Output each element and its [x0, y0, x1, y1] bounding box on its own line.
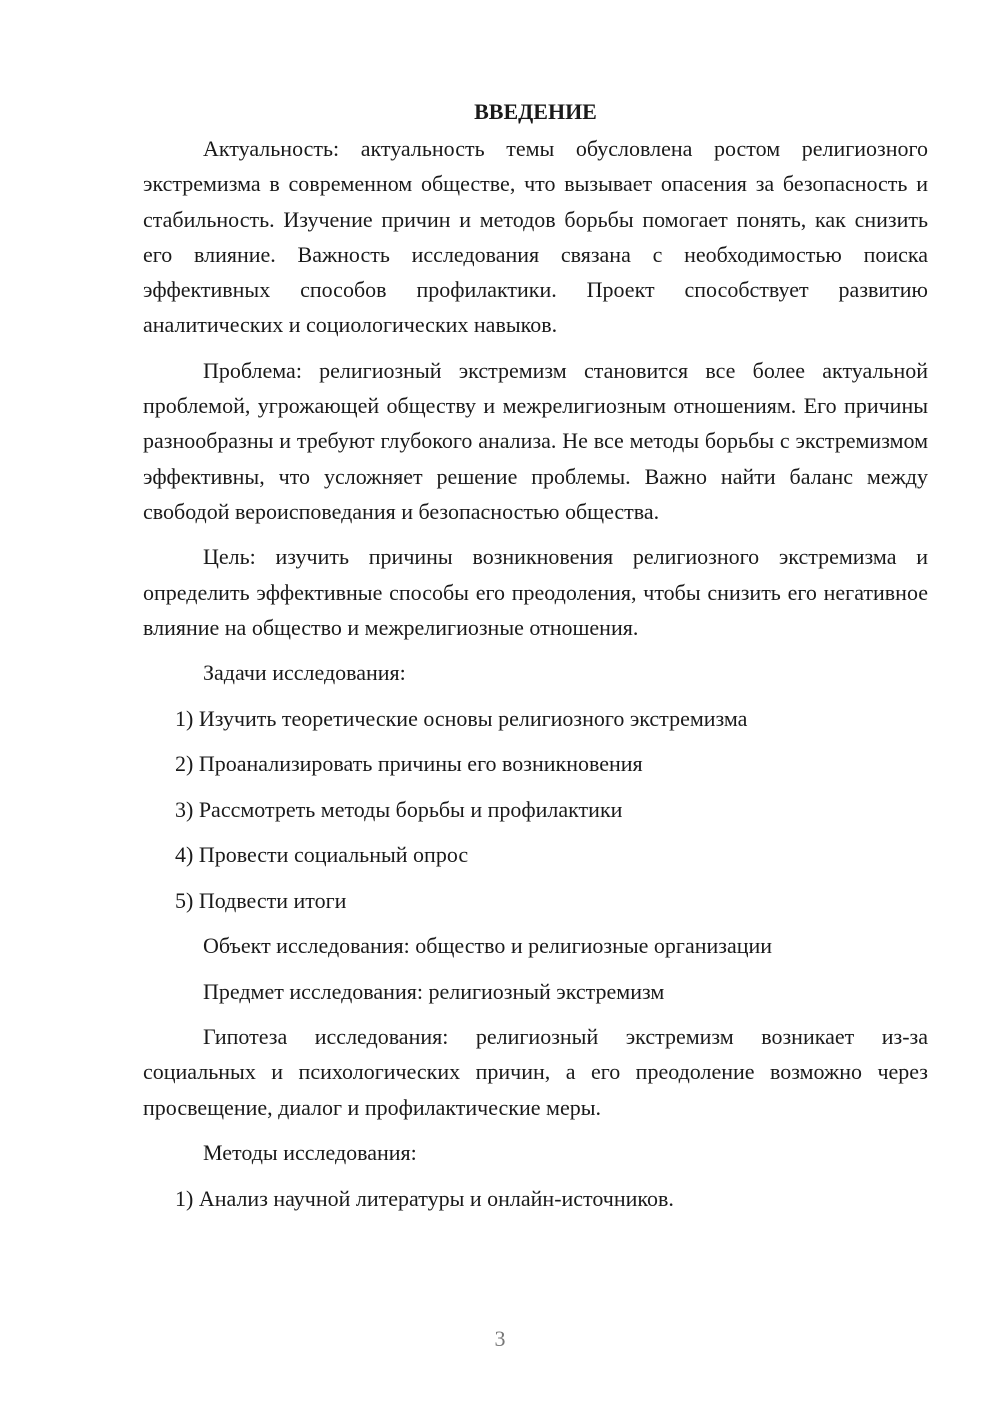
- relevance-paragraph: Актуальность: актуальность темы обусловлена ростом религиозного экстремизма в современном обществе, что вызывает опасения за безопасность и стабильность. Изучение причин и методов борьбы помогает понять, как снизить его влияние. Важность исследования связана с необходимостью поиска эффективных способов профилактики. Проект способствует развитию аналитических и социологических навыков.: [143, 136, 928, 338]
- problem-paragraph: Проблема: религиозный экстремизм становится все более актуальной проблемой, угрожающей обществу и межрелигиозным отношениям. Его причины разнообразны и требуют глубокого анализа. Не все методы борьбы с экстремизмом эффективны, что усложняет решение проблемы. Важно найти баланс между свободой вероисповедания и безопасностью общества.: [143, 357, 928, 524]
- page-number: 3: [494, 1326, 506, 1351]
- task-item: 4) Провести социальный опрос: [175, 842, 469, 868]
- research-subject: Предмет исследования: религиозный экстремизм: [203, 978, 665, 1004]
- task-item: 5) Подвести итоги: [175, 887, 347, 913]
- research-object: Объект исследования: общество и религиозные организации: [203, 933, 773, 959]
- document-page: [143, 94, 928, 1226]
- hypothesis-paragraph: Гипотеза исследования: религиозный экстремизм возникает из-за социальных и психологических причин, а его преодоление возможно через просвещение, диалог и профилактические меры.: [143, 1024, 928, 1120]
- goal-paragraph: Цель: изучить причины возникновения религиозного экстремизма и определить эффективные способы его преодоления, чтобы снизить его негативное влияние на общество и межрелигиозные отношения.: [143, 544, 928, 640]
- section-title: ВВЕДЕНИЕ: [474, 99, 597, 124]
- method-item: 1) Анализ научной литературы и онлайн-источников.: [175, 1185, 674, 1211]
- task-item: 3) Рассмотреть методы борьбы и профилактики: [175, 796, 623, 822]
- tasks-heading: Задачи исследования:: [203, 660, 406, 686]
- task-item: 1) Изучить теоретические основы религиозного экстремизма: [175, 705, 748, 731]
- task-item: 2) Проанализировать причины его возникновения: [175, 751, 643, 777]
- methods-heading: Методы исследования:: [203, 1140, 417, 1166]
